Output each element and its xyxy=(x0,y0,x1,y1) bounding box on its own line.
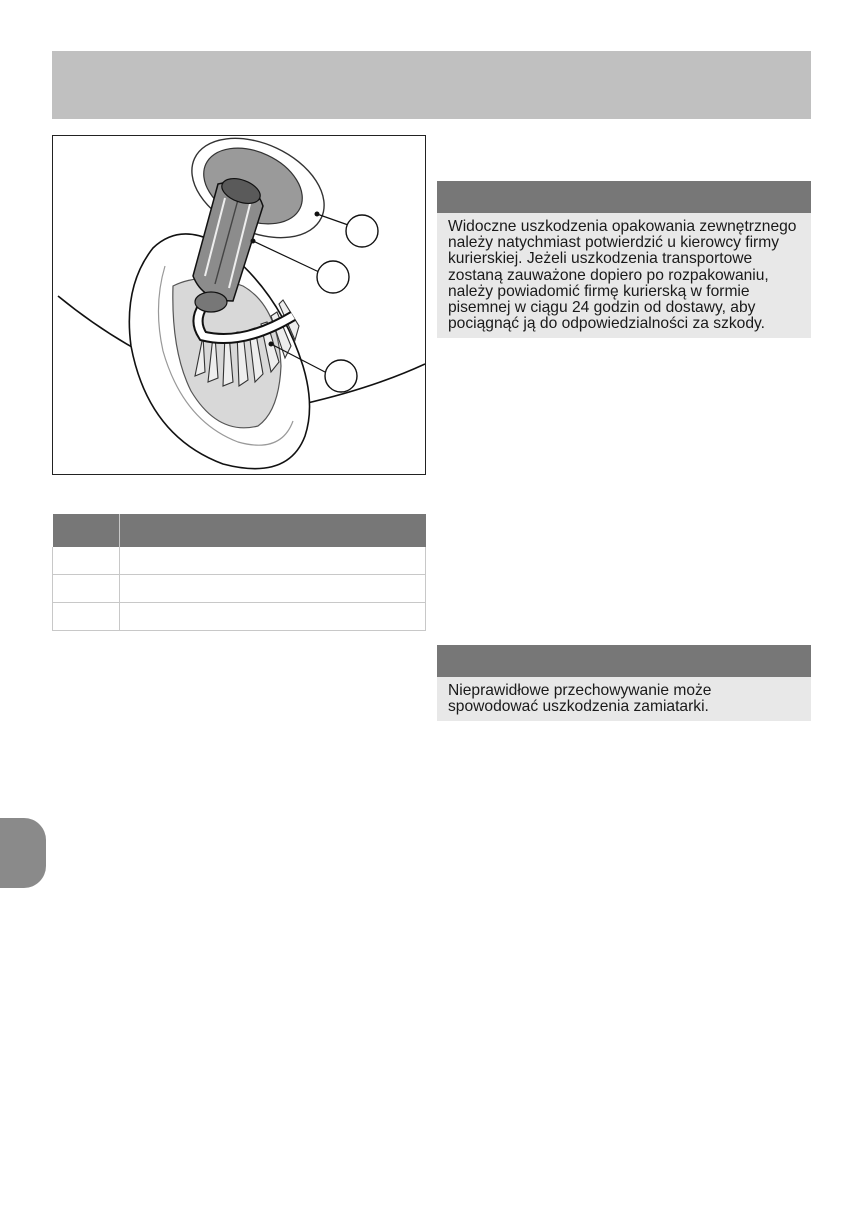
section-header-band xyxy=(52,51,811,119)
table-cell-description xyxy=(120,575,426,603)
table-row xyxy=(53,575,426,603)
table-cell-number xyxy=(53,603,120,631)
table-cell-number xyxy=(53,575,120,603)
brush-illustration xyxy=(52,135,426,475)
callout-circle-2 xyxy=(317,261,349,293)
storage-notice xyxy=(437,645,811,721)
callout-circle-1 xyxy=(346,215,378,247)
callout-circle-3 xyxy=(325,360,357,392)
table-cell-number xyxy=(53,547,120,575)
transport-damage-notice xyxy=(437,181,811,338)
table-header-number xyxy=(53,514,120,547)
table-cell-description xyxy=(120,603,426,631)
table-header-row xyxy=(53,514,426,547)
table-row xyxy=(53,547,426,575)
table-row xyxy=(53,603,426,631)
table-cell-description xyxy=(120,547,426,575)
table-header-description xyxy=(120,514,426,547)
brush-drawing xyxy=(53,136,425,474)
notice-header-bar xyxy=(437,181,811,213)
parts-table xyxy=(52,514,426,631)
notice-text: Widoczne uszkodzenia opakowania zewnętrznego należy natychmiast potwierdzić u kierowcy firmy kurierskiej. Jeżeli uszkodzenia transportowe zostaną zauważone dopiero po rozpakowaniu, należy powiadomić firmę kurierską w formie pisemnej w ciągu 24 godzin od dostawy, aby pociągnąć ją do odpowiedzialności za szkody. xyxy=(448,218,797,333)
notice-header-bar xyxy=(437,645,811,677)
chapter-side-tab xyxy=(0,818,46,888)
notice-text: Nieprawidłowe przechowywanie może spowodować uszkodzenia zamiatarki. xyxy=(448,682,712,716)
